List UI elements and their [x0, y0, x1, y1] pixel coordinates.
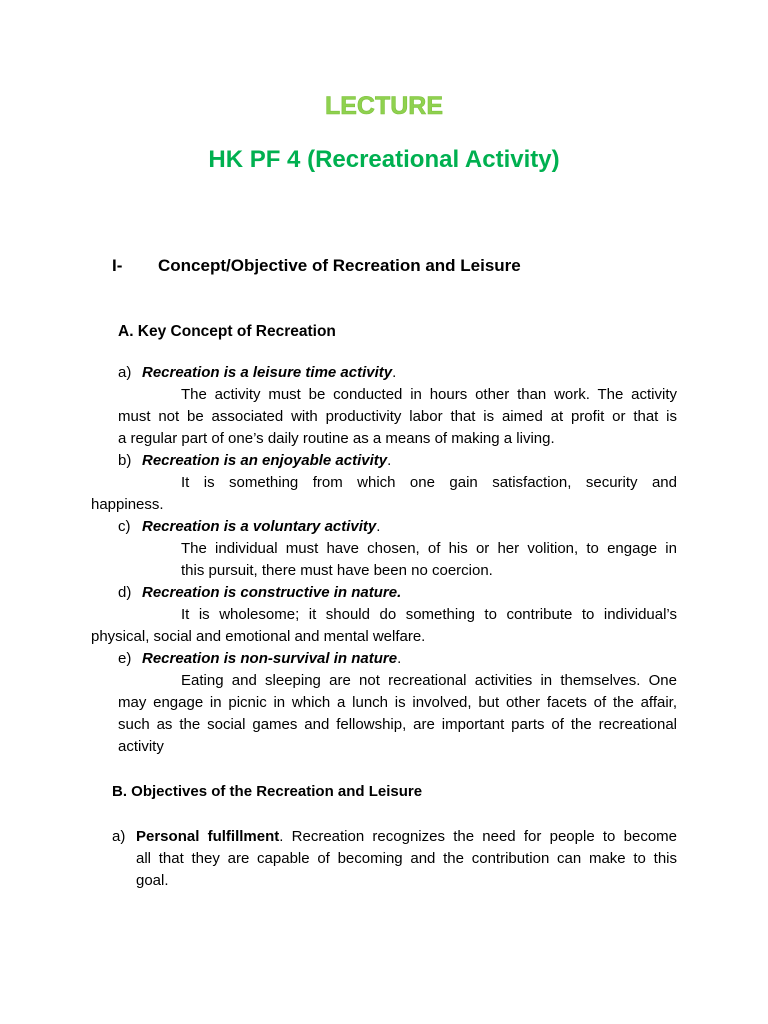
item-d-marker: d) [118, 584, 132, 601]
item-a-heading [142, 362, 396, 384]
objective-a-line-2: all that they are capable of becoming and the contribution can make to this [136, 850, 677, 867]
item-c-line-1: The individual must have chosen, of his or her volition, to engage in [181, 540, 677, 557]
item-c-title: Recreation is a voluntary activity [142, 518, 377, 535]
item-a-line-3: a regular part of one’s daily routine as a means of making a living. [118, 430, 555, 447]
item-b-heading [142, 450, 391, 472]
item-d-line-2: physical, social and emotional and mental welfare. [91, 628, 426, 645]
course-subtitle: HK PF 4 (Recreational Activity) [208, 146, 560, 173]
part-a-heading: A. Key Concept of Recreation [118, 323, 336, 340]
item-c-line-2: this pursuit, there must have been no coercion. [181, 562, 493, 579]
item-d-heading [142, 582, 401, 604]
item-e-title: Recreation is non-survival in nature [142, 650, 398, 667]
item-b-line-1: It is something from which one gain satisfaction, security and [181, 474, 677, 491]
item-a-marker: a) [118, 364, 132, 381]
objective-a-marker: a) [112, 828, 126, 845]
item-e-end: . [397, 650, 402, 667]
objective-a-line-1 [136, 826, 677, 848]
objective-a-line-3: goal. [136, 872, 169, 889]
item-c-end: . [376, 518, 381, 535]
item-b-line-2: happiness. [91, 496, 164, 513]
item-e-line-1: Eating and sleeping are not recreational activities in themselves. One [181, 672, 677, 689]
lecture-title: LECTURE [324, 92, 444, 120]
section-number: I- [112, 256, 123, 275]
objective-a-title: Personal fulfillment [136, 828, 280, 845]
item-c-heading [142, 516, 380, 538]
item-e-line-3: such as the social games and fellowship, are important parts of the recreational [118, 716, 677, 733]
item-e-line-2: may engage in picnic in which a lunch is involved, but other facets of the affair, [118, 694, 677, 711]
item-d-title: Recreation is constructive in nature. [142, 584, 402, 601]
item-a-line-2: must not be associated with productivity labor that is aimed at profit or that is [118, 408, 677, 425]
item-b-end: . [387, 452, 392, 469]
item-b-title: Recreation is an enjoyable activity [142, 452, 388, 469]
part-b-heading: B. Objectives of the Recreation and Leisure [112, 783, 423, 800]
item-d-line-1: It is wholesome; it should do something to contribute to individual’s [181, 606, 677, 623]
section-title: Concept/Objective of Recreation and Leisure [158, 256, 521, 275]
item-e-line-4: activity [118, 738, 164, 755]
item-a-line-1: The activity must be conducted in hours other than work. The activity [181, 386, 677, 403]
item-a-title: Recreation is a leisure time activity [142, 364, 393, 381]
item-e-marker: e) [118, 650, 132, 667]
item-b-marker: b) [118, 452, 132, 469]
item-c-marker: c) [118, 518, 131, 535]
objective-a-line-1-text: . Recreation recognizes the need for people to become [279, 828, 677, 845]
item-e-heading [142, 648, 401, 670]
item-a-end: . [392, 364, 397, 381]
